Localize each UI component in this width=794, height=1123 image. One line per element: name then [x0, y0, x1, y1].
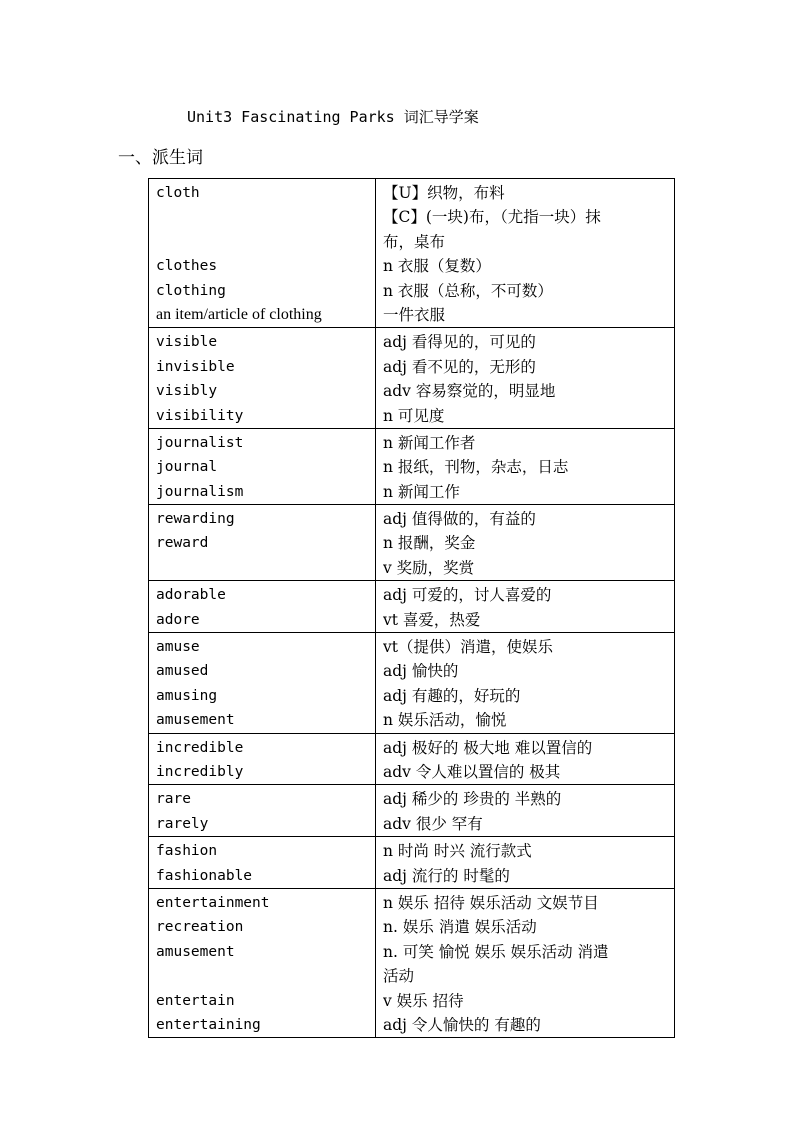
meaning: v 奖励，奖赏 [383, 558, 475, 577]
meaning: adv 容易察觉的，明显地 [383, 382, 556, 401]
meaning: n 报纸，刊物，杂志，日志 [383, 458, 569, 477]
meaning: n 娱乐活动，愉悦 [383, 711, 507, 730]
meaning: adv 很少 罕有 [383, 814, 483, 833]
section-heading: 一、派生词 [118, 148, 203, 168]
words-cell [149, 581, 376, 633]
meaning: vt 喜爱，热爱 [383, 610, 481, 629]
meaning: adj 流行的 时髦的 [383, 866, 510, 885]
word: rarely [156, 815, 209, 832]
word: entertaining [156, 1016, 261, 1033]
word [156, 205, 369, 229]
meaning: n 可见度 [383, 406, 445, 425]
word: an item/article of clothing [156, 305, 322, 323]
meaning: 活动 [383, 967, 415, 986]
word [156, 964, 369, 988]
word [156, 230, 369, 254]
word: clothes [156, 258, 218, 275]
meaning: n 报酬，奖金 [383, 534, 476, 553]
meanings-cell [376, 785, 675, 837]
vocab-group [149, 633, 675, 734]
meaning: n 衣服（总称，不可数） [383, 281, 553, 300]
word: entertainment [156, 894, 270, 911]
vocab-group [149, 785, 675, 837]
word: rewarding [156, 511, 235, 528]
meanings-cell [376, 733, 675, 785]
meaning: adj 稀少的 珍贵的 半熟的 [383, 790, 562, 809]
meanings-cell [376, 633, 675, 734]
word: adorable [156, 587, 226, 604]
vocab-group [149, 179, 675, 328]
word: adore [156, 611, 200, 628]
meaning: adj 看得见的，可见的 [383, 333, 536, 352]
vocab-group [149, 328, 675, 429]
vocab-group [149, 505, 675, 581]
meanings-cell [376, 328, 675, 429]
word: visible [156, 334, 218, 351]
vocab-group [149, 888, 675, 1037]
vocab-table [148, 178, 675, 1038]
meanings-cell [376, 505, 675, 581]
words-cell [149, 428, 376, 504]
words-cell [149, 733, 376, 785]
page-title: Unit3 Fascinating Parks 词汇导学案 [187, 108, 479, 126]
meaning: 【C】(一块)布，（尤指一块）抹 [383, 208, 601, 227]
words-cell [149, 505, 376, 581]
word: amusement [156, 712, 235, 729]
word: fashionable [156, 867, 253, 884]
vocab-group [149, 837, 675, 889]
words-cell [149, 785, 376, 837]
meaning: n. 娱乐 消遣 娱乐活动 [383, 918, 537, 937]
word: amusement [156, 943, 235, 960]
meaning: adj 看不见的，无形的 [383, 357, 536, 376]
words-cell [149, 837, 376, 889]
meaning: n 娱乐 招待 娱乐活动 文娱节目 [383, 893, 599, 912]
meaning: 布，桌布 [383, 232, 446, 251]
meanings-cell [376, 581, 675, 633]
word: reward [156, 535, 209, 552]
word: recreation [156, 919, 244, 936]
word [156, 556, 369, 580]
meanings-cell [376, 179, 675, 328]
word: journal [156, 459, 218, 476]
meanings-cell [376, 837, 675, 889]
word: incredibly [156, 763, 244, 780]
meaning: n. 可笑 愉悦 娱乐 娱乐活动 消遣 [383, 942, 609, 961]
word: amused [156, 663, 209, 680]
meaning: adj 可爱的，讨人喜爱的 [383, 586, 552, 605]
meanings-cell [376, 888, 675, 1037]
word: fashion [156, 843, 218, 860]
words-cell [149, 633, 376, 734]
words-cell [149, 179, 376, 328]
word: visibly [156, 383, 218, 400]
word: entertain [156, 992, 235, 1009]
word: journalist [156, 434, 244, 451]
meaning: 一件衣服 [383, 305, 446, 324]
meanings-cell [376, 428, 675, 504]
word: cloth [156, 185, 200, 201]
meaning: n 时尚 时兴 流行款式 [383, 842, 532, 861]
vocab-group [149, 428, 675, 504]
word: amusing [156, 687, 218, 704]
meaning: adj 值得做的，有益的 [383, 510, 536, 529]
word: incredible [156, 739, 244, 756]
meaning: adj 有趣的，好玩的 [383, 686, 521, 705]
meaning: adv 令人难以置信的 极其 [383, 762, 561, 781]
words-cell [149, 328, 376, 429]
meaning: vt（提供）消遣，使娱乐 [383, 638, 553, 657]
meaning: n 新闻工作 [383, 482, 460, 501]
vocab-group [149, 733, 675, 785]
word: clothing [156, 282, 226, 299]
meaning: n 衣服（复数） [383, 257, 491, 276]
meaning: 【U】织物，布料 [383, 184, 505, 202]
meaning: n 新闻工作者 [383, 433, 476, 452]
word: invisible [156, 358, 235, 375]
meaning: v 娱乐 招待 [383, 991, 464, 1010]
word: journalism [156, 483, 244, 500]
meaning: adj 极好的 极大地 难以置信的 [383, 738, 593, 757]
meaning: adj 令人愉快的 有趣的 [383, 1015, 541, 1034]
word: rare [156, 791, 191, 808]
meaning: adj 愉快的 [383, 662, 459, 681]
vocab-group [149, 581, 675, 633]
word: amuse [156, 639, 200, 656]
word: visibility [156, 407, 244, 424]
words-cell [149, 888, 376, 1037]
